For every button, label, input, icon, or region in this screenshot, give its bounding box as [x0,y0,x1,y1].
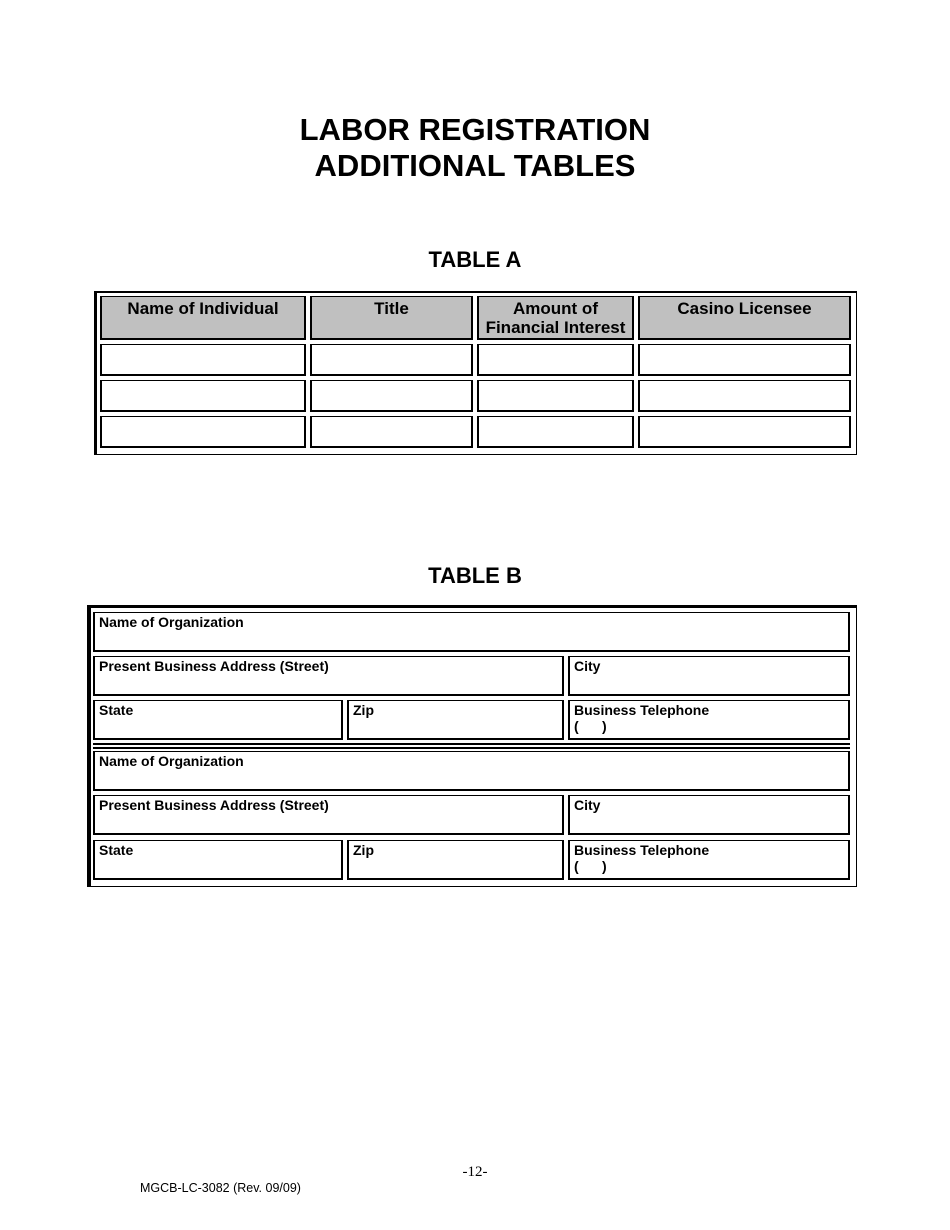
org1-address-label: Present Business Address (Street) [99,658,329,674]
table-a-row3-amount-input[interactable] [477,416,634,448]
org1-city-label: City [574,658,601,674]
table-a-header-amount [477,296,634,340]
page-title [0,112,950,184]
org2-phone-field[interactable] [568,840,850,880]
org2-phone-parens: ( ) [574,858,607,874]
table-a-row1-amount-input[interactable] [477,344,634,376]
table-a-row3-title-input[interactable] [310,416,473,448]
org1-phone-parens: ( ) [574,718,607,734]
table-a-row2-amount-input[interactable] [477,380,634,412]
table-a-row1-title-input[interactable] [310,344,473,376]
org1-zip-label: Zip [353,702,374,718]
org1-name-field[interactable] [93,612,850,652]
org1-state-field[interactable] [93,700,343,740]
org2-state-label: State [99,842,134,858]
title-line-2: ADDITIONAL TABLES [314,148,636,183]
table-a-row2-casino-input[interactable] [638,380,851,412]
table-a-row2-name-input[interactable] [100,380,306,412]
section-divider [93,743,850,749]
title-line-1: LABOR REGISTRATION [299,112,651,147]
table-a-row3-name-input[interactable] [100,416,306,448]
org1-city-field[interactable] [568,656,850,696]
org1-phone-label: Business Telephone [574,702,710,718]
org2-name-label: Name of Organization [99,753,244,769]
table-b-heading: TABLE B [428,563,522,588]
org2-city-label: City [574,797,601,813]
org2-address-label: Present Business Address (Street) [99,797,329,813]
org1-phone-field[interactable] [568,700,850,740]
table-a-header-name: Name of Individual [100,296,306,340]
org1-address-field[interactable] [93,656,564,696]
org2-address-field[interactable] [93,795,564,835]
table-a-row2-title-input[interactable] [310,380,473,412]
org2-name-field[interactable] [93,751,850,791]
table-a-header-casino: Casino Licensee [638,296,851,340]
table-a-row3-casino-input[interactable] [638,416,851,448]
org2-phone-label: Business Telephone [574,842,710,858]
page-number: -12- [462,1164,488,1180]
table-a-header-amount-label: Amount of Financial Interest [485,299,626,337]
org2-zip-field[interactable] [347,840,564,880]
org2-state-field[interactable] [93,840,343,880]
table-a-row1-name-input[interactable] [100,344,306,376]
org2-zip-label: Zip [353,842,374,858]
table-a-header-title: Title [310,296,473,340]
form-code: MGCB-LC-3082 (Rev. 09/09) [140,1181,301,1195]
table-a-row1-casino-input[interactable] [638,344,851,376]
org1-name-label: Name of Organization [99,614,244,630]
table-a-heading: TABLE A [428,247,522,272]
org1-zip-field[interactable] [347,700,564,740]
org2-city-field[interactable] [568,795,850,835]
org1-state-label: State [99,702,134,718]
